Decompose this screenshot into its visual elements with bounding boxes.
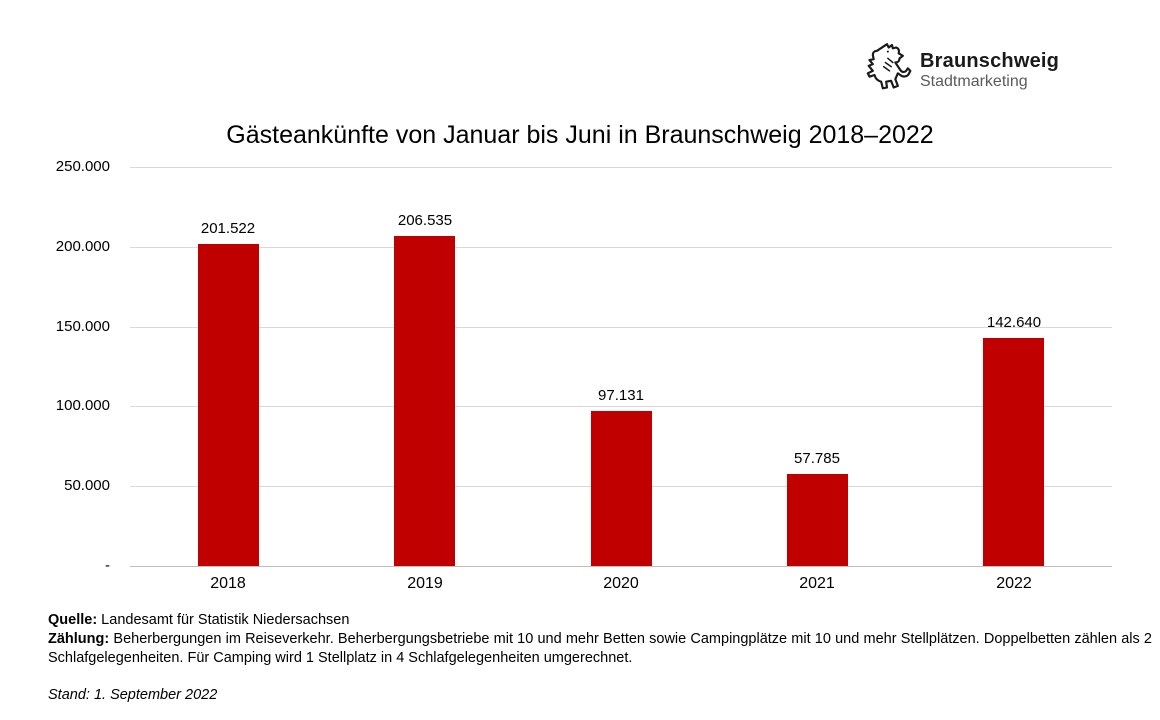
x-axis-category-label: 2019 — [407, 575, 443, 592]
braunschweig-lion-icon — [862, 42, 912, 98]
logo-text — [920, 50, 1059, 91]
y-axis-tick-label: 100.000 — [55, 397, 110, 414]
count-text: Beherbergungen im Reiseverkehr. Beherbergungsbetriebe mit 10 und mehr Betten sowie Campingplätze mit 10 und mehr Stellplätzen. Doppelbetten zählen als 2 Schlafgelegenheiten. Für Camping wird 1 Stellplatz in 4 Schlafgelegenheiten umgerechnet. — [48, 631, 1152, 666]
bar-2020 — [591, 411, 652, 566]
count-label: Zählung: — [48, 631, 110, 647]
bar-value-label: 97.131 — [598, 387, 644, 404]
y-axis-tick-label: 150.000 — [55, 318, 110, 335]
bar-2018 — [198, 244, 259, 566]
bar-2021 — [787, 474, 848, 566]
y-axis-tick-label: 250.000 — [55, 158, 110, 175]
x-axis-category-label: 2020 — [603, 575, 639, 592]
braunschweig-stadtmarketing-logo — [862, 42, 1059, 98]
chart-footnotes — [48, 611, 1152, 668]
status-date: Stand: 1. September 2022 — [48, 687, 218, 703]
count-note — [48, 630, 1152, 668]
gridline — [130, 167, 1112, 168]
logo-subtitle: Stadtmarketing — [920, 72, 1028, 90]
source-text: Landesamt für Statistik Niedersachsen — [97, 612, 350, 628]
bar-value-label: 201.522 — [200, 220, 256, 237]
y-axis-tick-label: - — [105, 557, 110, 574]
bar-value-label: 57.785 — [794, 450, 840, 467]
source-note — [48, 611, 1152, 630]
x-axis-line — [130, 566, 1112, 567]
gridline — [130, 247, 1112, 248]
x-axis-category-label: 2021 — [799, 575, 835, 592]
gridline — [130, 406, 1112, 407]
bar-value-label: 142.640 — [986, 314, 1042, 331]
bar-2022 — [983, 338, 1044, 566]
y-axis-tick-label: 50.000 — [64, 477, 110, 494]
x-axis-category-label: 2018 — [210, 575, 246, 592]
source-label: Quelle: — [48, 612, 98, 628]
chart-title: Gästeankünfte von Januar bis Juni in Braunschweig 2018–2022 — [226, 121, 934, 149]
bar-value-label: 206.535 — [397, 212, 453, 229]
logo-brand: Braunschweig — [920, 49, 1060, 72]
x-axis-category-label: 2022 — [996, 575, 1032, 592]
bar-2019 — [394, 236, 455, 566]
y-axis-tick-label: 200.000 — [55, 238, 110, 255]
